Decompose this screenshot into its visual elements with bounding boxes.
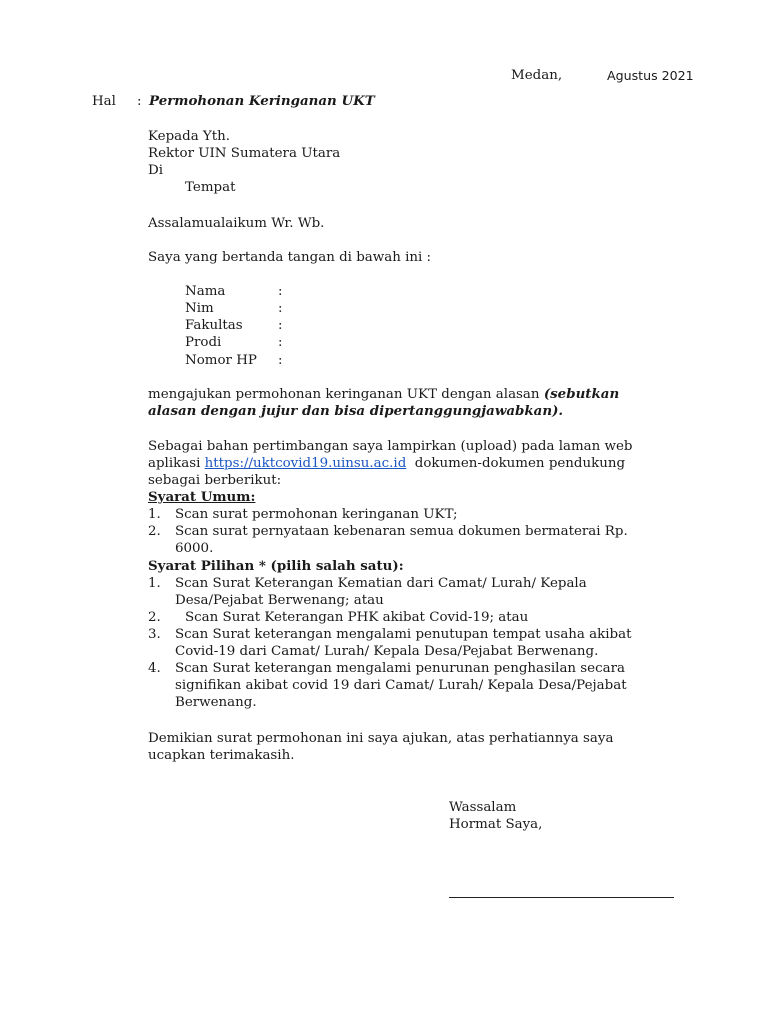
list-item: Scan Surat keterangan mengalami penutupan tempat usaha akibat [175,627,632,642]
list-item: Scan Surat keterangan mengalami penurunan penghasilan secara [175,661,625,676]
field-label: Prodi [185,335,222,350]
list-number: 2. [148,610,161,625]
subject-label: Hal [92,94,116,109]
list-number: 3. [148,627,161,642]
field-colon: : [278,353,283,368]
list-item: Scan surat permohonan keringanan UKT; [175,507,458,522]
field-label: Nama [185,284,226,299]
addressee-line: Rektor UIN Sumatera Utara [148,146,341,161]
list-item-cont: Berwenang. [175,695,257,710]
list-item-cont: signifikan akibat covid 19 dari Camat/ Lurah/ Kepala Desa/Pejabat [175,678,627,693]
list-item: Scan Surat Keterangan PHK akibat Covid-19; atau [185,610,529,625]
addressee-line: Di [148,163,164,178]
list-item: Scan Surat Keterangan Kematian dari Camat/ Lurah/ Kepala [175,576,587,591]
list-item-cont: 6000. [175,541,214,556]
attachment-line: sebagai berberikut: [148,473,282,488]
greeting: Assalamualaikum Wr. Wb. [148,216,325,231]
list-item: Scan surat pernyataan kebenaran semua dokumen bermaterai Rp. [175,524,628,539]
field-label: Nim [185,301,214,316]
letter-date: Agustus 2021 [607,68,694,83]
list-number: 1. [148,507,161,522]
intro-text: Saya yang bertanda tangan di bawah ini : [148,250,432,265]
signature-salutation: Wassalam [449,800,517,815]
addressee-line: Tempat [185,180,236,195]
city-label: Medan, [511,68,563,83]
request-line [148,386,619,403]
attachment-prefix: aplikasi [148,456,201,471]
list-number: 1. [148,576,161,591]
closing-line: Demikian surat permohonan ini saya ajukan, atas perhatiannya saya [148,731,614,746]
attachment-suffix: dokumen-dokumen pendukung [414,456,626,471]
attachment-line: Sebagai bahan pertimbangan saya lampirkan (upload) pada laman web [148,439,633,454]
list-item-cont: Desa/Pejabat Berwenang; atau [175,593,384,608]
field-colon: : [278,284,283,299]
signature-line [449,897,674,898]
list-number: 2. [148,524,161,539]
request-emphasis: (sebutkan [543,386,620,402]
general-heading: Syarat Umum: [148,489,256,505]
attachment-link-line [148,455,625,472]
field-label: Fakultas [185,318,243,333]
request-text: mengajukan permohonan keringanan UKT dengan alasan [148,387,540,402]
field-colon: : [278,301,283,316]
addressee-line: Kepada Yth. [148,129,231,144]
optional-heading: Syarat Pilihan * (pilih salah satu): [148,558,404,574]
field-colon: : [278,318,283,333]
field-label: Nomor HP [185,353,257,368]
list-item-cont: Covid-19 dari Camat/ Lurah/ Kepala Desa/Pejabat Berwenang. [175,644,599,659]
field-colon: : [278,335,283,350]
list-number: 4. [148,661,161,676]
closing-line: ucapkan terimakasih. [148,748,295,763]
application-link[interactable]: https://uktcovid19.uinsu.ac.id [204,456,407,471]
subject-text: Permohonan Keringanan UKT [149,93,375,109]
signature-regards: Hormat Saya, [449,817,543,832]
request-emphasis-line: alasan dengan jujur dan bisa dipertanggungjawabkan). [148,403,564,419]
subject-colon: : [137,94,142,109]
